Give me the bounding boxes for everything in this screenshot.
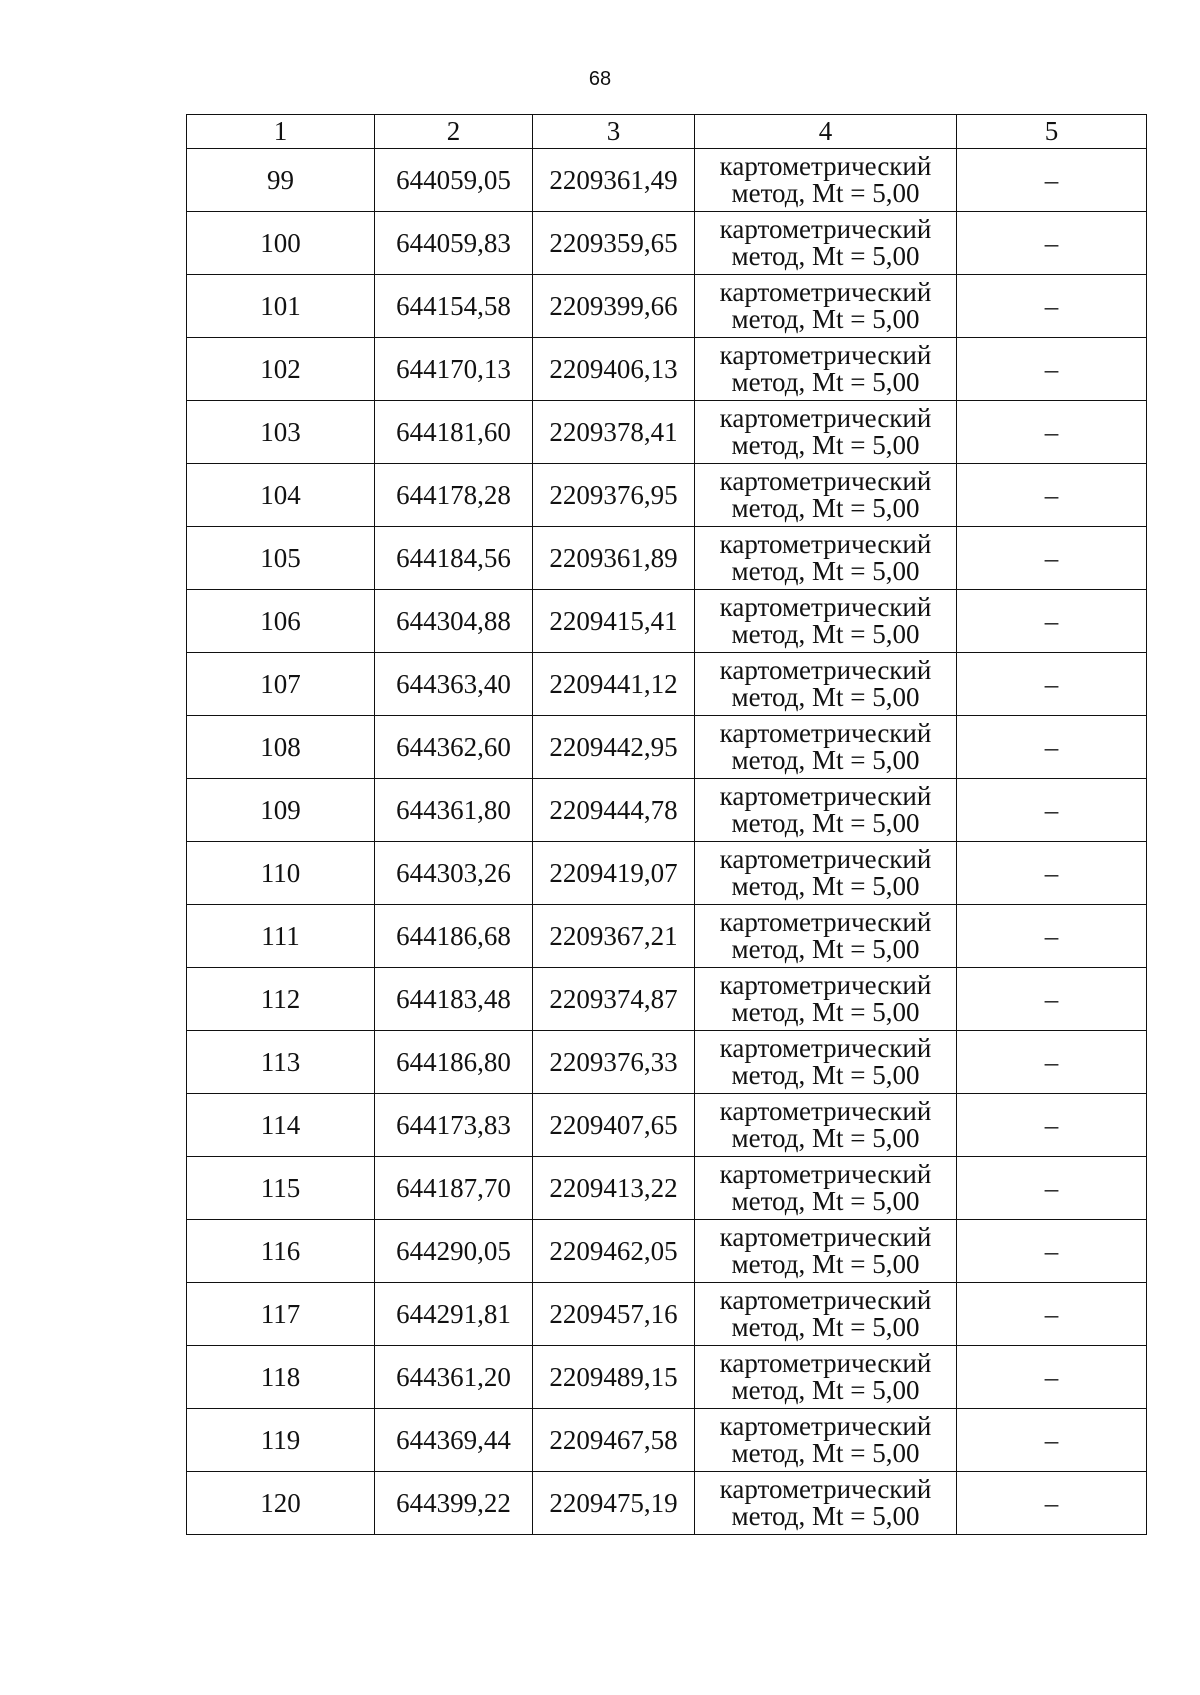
- method-line-1: картометрический: [719, 781, 932, 811]
- method-line-1: картометрический: [719, 718, 932, 748]
- method-line-1: картометрический: [719, 592, 932, 622]
- y-coordinate-cell: 2209374,87: [533, 968, 695, 1031]
- column-5-cell: –: [957, 842, 1147, 905]
- point-number-cell: 117: [187, 1283, 375, 1346]
- method-cell: [695, 1031, 957, 1094]
- method-cell: [695, 1283, 957, 1346]
- method-line-1: картометрический: [719, 1033, 932, 1063]
- point-number-cell: 118: [187, 1346, 375, 1409]
- point-number-cell: 116: [187, 1220, 375, 1283]
- y-coordinate-cell: 2209367,21: [533, 905, 695, 968]
- column-5-cell: –: [957, 338, 1147, 401]
- table-row: [187, 1472, 1147, 1535]
- column-5-cell: –: [957, 401, 1147, 464]
- point-number-cell: 103: [187, 401, 375, 464]
- method-line-2: метод, Mt = 5,00: [731, 682, 920, 712]
- table-row: [187, 968, 1147, 1031]
- method-line-2: метод, Mt = 5,00: [731, 745, 920, 775]
- table-row: [187, 1220, 1147, 1283]
- table-row: [187, 212, 1147, 275]
- method-line-2: метод, Mt = 5,00: [731, 178, 920, 208]
- method-cell: [695, 716, 957, 779]
- method-line-2: метод, Mt = 5,00: [731, 556, 920, 586]
- header-col-5: 5: [957, 115, 1147, 149]
- x-coordinate-cell: 644183,48: [375, 968, 533, 1031]
- method-line-1: картометрический: [719, 1096, 932, 1126]
- point-number-cell: 114: [187, 1094, 375, 1157]
- method-line-1: картометрический: [719, 1474, 932, 1504]
- method-line-1: картометрический: [719, 151, 932, 181]
- column-5-cell: –: [957, 653, 1147, 716]
- point-number-cell: 100: [187, 212, 375, 275]
- y-coordinate-cell: 2209399,66: [533, 275, 695, 338]
- x-coordinate-cell: 644369,44: [375, 1409, 533, 1472]
- table-row: [187, 1346, 1147, 1409]
- column-5-cell: –: [957, 212, 1147, 275]
- column-5-cell: –: [957, 1409, 1147, 1472]
- method-line-1: картометрический: [719, 529, 932, 559]
- method-line-1: картометрический: [719, 277, 932, 307]
- header-col-4: 4: [695, 115, 957, 149]
- method-line-2: метод, Mt = 5,00: [731, 1438, 920, 1468]
- x-coordinate-cell: 644184,56: [375, 527, 533, 590]
- method-cell: [695, 275, 957, 338]
- table-row: [187, 716, 1147, 779]
- y-coordinate-cell: 2209475,19: [533, 1472, 695, 1535]
- method-line-1: картометрический: [719, 403, 932, 433]
- method-cell: [695, 842, 957, 905]
- x-coordinate-cell: 644363,40: [375, 653, 533, 716]
- column-5-cell: –: [957, 1283, 1147, 1346]
- method-cell: [695, 590, 957, 653]
- method-line-1: картометрический: [719, 655, 932, 685]
- point-number-cell: 110: [187, 842, 375, 905]
- x-coordinate-cell: 644173,83: [375, 1094, 533, 1157]
- column-5-cell: –: [957, 1031, 1147, 1094]
- y-coordinate-cell: 2209413,22: [533, 1157, 695, 1220]
- table-row: [187, 338, 1147, 401]
- y-coordinate-cell: 2209489,15: [533, 1346, 695, 1409]
- column-5-cell: –: [957, 968, 1147, 1031]
- y-coordinate-cell: 2209442,95: [533, 716, 695, 779]
- table-header-row: [187, 115, 1147, 149]
- table-row: [187, 149, 1147, 212]
- method-cell: [695, 779, 957, 842]
- method-line-2: метод, Mt = 5,00: [731, 808, 920, 838]
- method-line-2: метод, Mt = 5,00: [731, 1060, 920, 1090]
- y-coordinate-cell: 2209361,49: [533, 149, 695, 212]
- column-5-cell: –: [957, 905, 1147, 968]
- column-5-cell: –: [957, 716, 1147, 779]
- method-line-2: метод, Mt = 5,00: [731, 1186, 920, 1216]
- method-line-1: картометрический: [719, 1222, 932, 1252]
- y-coordinate-cell: 2209376,95: [533, 464, 695, 527]
- table-row: [187, 1094, 1147, 1157]
- column-5-cell: –: [957, 149, 1147, 212]
- y-coordinate-cell: 2209444,78: [533, 779, 695, 842]
- table-row: [187, 527, 1147, 590]
- y-coordinate-cell: 2209407,65: [533, 1094, 695, 1157]
- method-line-2: метод, Mt = 5,00: [731, 493, 920, 523]
- y-coordinate-cell: 2209359,65: [533, 212, 695, 275]
- method-line-1: картометрический: [719, 340, 932, 370]
- coordinates-table: [186, 114, 1147, 1535]
- method-line-2: метод, Mt = 5,00: [731, 934, 920, 964]
- column-5-cell: –: [957, 779, 1147, 842]
- column-5-cell: –: [957, 464, 1147, 527]
- point-number-cell: 115: [187, 1157, 375, 1220]
- table-body: [187, 149, 1147, 1535]
- table-row: [187, 275, 1147, 338]
- point-number-cell: 119: [187, 1409, 375, 1472]
- x-coordinate-cell: 644186,68: [375, 905, 533, 968]
- method-line-2: метод, Mt = 5,00: [731, 1249, 920, 1279]
- point-number-cell: 112: [187, 968, 375, 1031]
- method-line-2: метод, Mt = 5,00: [731, 241, 920, 271]
- table-row: [187, 1157, 1147, 1220]
- x-coordinate-cell: 644361,80: [375, 779, 533, 842]
- x-coordinate-cell: 644303,26: [375, 842, 533, 905]
- method-cell: [695, 1220, 957, 1283]
- table-row: [187, 779, 1147, 842]
- table-row: [187, 842, 1147, 905]
- method-line-2: метод, Mt = 5,00: [731, 619, 920, 649]
- point-number-cell: 109: [187, 779, 375, 842]
- method-line-1: картометрический: [719, 1285, 932, 1315]
- point-number-cell: 107: [187, 653, 375, 716]
- column-5-cell: –: [957, 1472, 1147, 1535]
- point-number-cell: 104: [187, 464, 375, 527]
- method-line-2: метод, Mt = 5,00: [731, 871, 920, 901]
- method-line-1: картометрический: [719, 907, 932, 937]
- method-cell: [695, 212, 957, 275]
- y-coordinate-cell: 2209376,33: [533, 1031, 695, 1094]
- method-cell: [695, 401, 957, 464]
- method-line-2: метод, Mt = 5,00: [731, 430, 920, 460]
- point-number-cell: 120: [187, 1472, 375, 1535]
- method-cell: [695, 149, 957, 212]
- y-coordinate-cell: 2209467,58: [533, 1409, 695, 1472]
- table-row: [187, 464, 1147, 527]
- x-coordinate-cell: 644187,70: [375, 1157, 533, 1220]
- point-number-cell: 101: [187, 275, 375, 338]
- point-number-cell: 99: [187, 149, 375, 212]
- method-line-2: метод, Mt = 5,00: [731, 1501, 920, 1531]
- point-number-cell: 108: [187, 716, 375, 779]
- method-cell: [695, 1346, 957, 1409]
- method-line-2: метод, Mt = 5,00: [731, 1312, 920, 1342]
- method-line-1: картометрический: [719, 1348, 932, 1378]
- method-cell: [695, 1094, 957, 1157]
- x-coordinate-cell: 644304,88: [375, 590, 533, 653]
- x-coordinate-cell: 644178,28: [375, 464, 533, 527]
- column-5-cell: –: [957, 1157, 1147, 1220]
- x-coordinate-cell: 644154,58: [375, 275, 533, 338]
- page-number: 68: [588, 68, 612, 90]
- method-line-1: картометрический: [719, 466, 932, 496]
- method-line-1: картометрический: [719, 1159, 932, 1189]
- method-line-1: картометрический: [719, 1411, 932, 1441]
- x-coordinate-cell: 644059,05: [375, 149, 533, 212]
- x-coordinate-cell: 644361,20: [375, 1346, 533, 1409]
- method-cell: [695, 1472, 957, 1535]
- method-cell: [695, 464, 957, 527]
- y-coordinate-cell: 2209406,13: [533, 338, 695, 401]
- method-line-1: картометрический: [719, 214, 932, 244]
- table-row: [187, 401, 1147, 464]
- column-5-cell: –: [957, 1094, 1147, 1157]
- method-cell: [695, 527, 957, 590]
- method-cell: [695, 338, 957, 401]
- column-5-cell: –: [957, 527, 1147, 590]
- x-coordinate-cell: 644059,83: [375, 212, 533, 275]
- y-coordinate-cell: 2209441,12: [533, 653, 695, 716]
- point-number-cell: 106: [187, 590, 375, 653]
- method-line-2: метод, Mt = 5,00: [731, 1375, 920, 1405]
- method-line-2: метод, Mt = 5,00: [731, 304, 920, 334]
- table-row: [187, 1031, 1147, 1094]
- method-cell: [695, 1157, 957, 1220]
- table-row: [187, 1283, 1147, 1346]
- y-coordinate-cell: 2209378,41: [533, 401, 695, 464]
- x-coordinate-cell: 644399,22: [375, 1472, 533, 1535]
- y-coordinate-cell: 2209415,41: [533, 590, 695, 653]
- x-coordinate-cell: 644291,81: [375, 1283, 533, 1346]
- y-coordinate-cell: 2209462,05: [533, 1220, 695, 1283]
- table-row: [187, 1409, 1147, 1472]
- x-coordinate-cell: 644362,60: [375, 716, 533, 779]
- y-coordinate-cell: 2209361,89: [533, 527, 695, 590]
- method-cell: [695, 653, 957, 716]
- point-number-cell: 113: [187, 1031, 375, 1094]
- point-number-cell: 102: [187, 338, 375, 401]
- table-row: [187, 905, 1147, 968]
- method-line-1: картометрический: [719, 970, 932, 1000]
- x-coordinate-cell: 644170,13: [375, 338, 533, 401]
- column-5-cell: –: [957, 590, 1147, 653]
- x-coordinate-cell: 644186,80: [375, 1031, 533, 1094]
- method-line-2: метод, Mt = 5,00: [731, 1123, 920, 1153]
- table-row: [187, 590, 1147, 653]
- method-cell: [695, 1409, 957, 1472]
- column-5-cell: –: [957, 1346, 1147, 1409]
- method-cell: [695, 905, 957, 968]
- header-col-2: 2: [375, 115, 533, 149]
- y-coordinate-cell: 2209457,16: [533, 1283, 695, 1346]
- x-coordinate-cell: 644181,60: [375, 401, 533, 464]
- method-cell: [695, 968, 957, 1031]
- column-5-cell: –: [957, 1220, 1147, 1283]
- method-line-2: метод, Mt = 5,00: [731, 367, 920, 397]
- method-line-1: картометрический: [719, 844, 932, 874]
- x-coordinate-cell: 644290,05: [375, 1220, 533, 1283]
- point-number-cell: 105: [187, 527, 375, 590]
- table-row: [187, 653, 1147, 716]
- column-5-cell: –: [957, 275, 1147, 338]
- method-line-2: метод, Mt = 5,00: [731, 997, 920, 1027]
- point-number-cell: 111: [187, 905, 375, 968]
- header-col-1: 1: [187, 115, 375, 149]
- header-col-3: 3: [533, 115, 695, 149]
- y-coordinate-cell: 2209419,07: [533, 842, 695, 905]
